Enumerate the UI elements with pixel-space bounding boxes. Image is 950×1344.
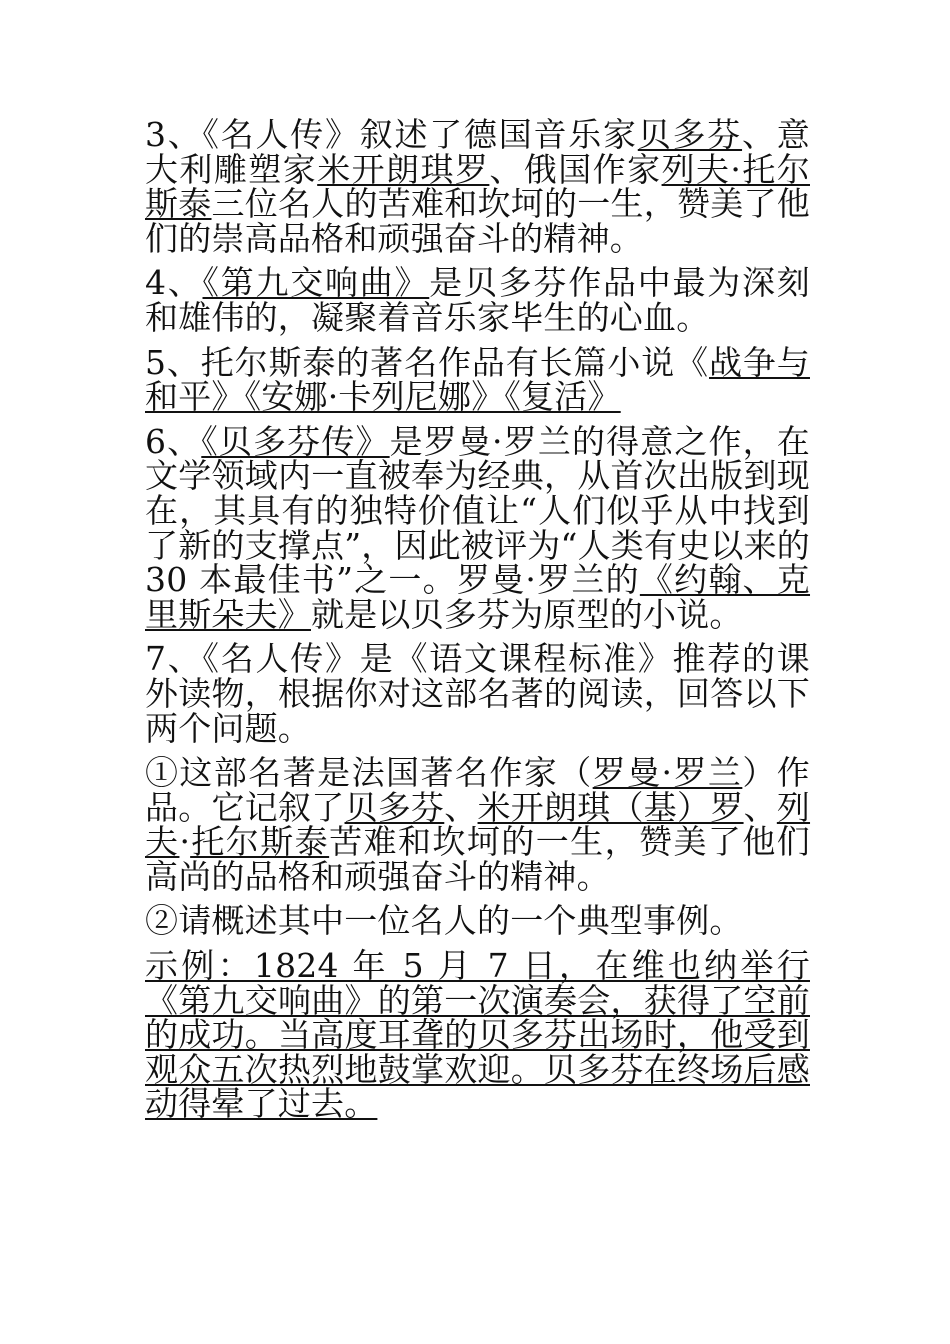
underlined-text: 贝多芬 — [344, 787, 445, 827]
underlined-text: 示例：1824 年 5 月 7 日，在维也纳举行《第九交响曲》的第一次演奏会，获得了空前的成功。当高度耳聋的贝多芬出场时，他受到观众五次热烈地鼓掌欢迎。贝多芬在终场后感动得晕了过去。 — [145, 946, 810, 1124]
underlined-text: 贝多芬 — [637, 115, 743, 154]
text-run: 5、托尔斯泰的著名作品有长篇小说《 — [145, 342, 710, 382]
text-run: 苦难和坎坷的一生，赞美了他们高尚的品格和顽强奋斗的精神。 — [145, 822, 810, 896]
text-run: 三位名人的苦难和坎坷的一生，赞美了他们的崇高品格和顽强奋斗的精神。 — [145, 184, 810, 258]
underlined-text: 《贝多芬传》 — [201, 421, 390, 461]
text-run: ②请概述其中一位名人的一个典型事例。 — [145, 901, 743, 941]
document-page — [145, 115, 811, 1132]
text-run: 、意大利雕塑家 — [145, 115, 810, 189]
question-1 — [145, 753, 811, 896]
underlined-text: 米开朗琪（基）罗 — [477, 787, 744, 827]
underlined-text: 列夫·托尔斯泰 — [145, 149, 810, 224]
underlined-text: 《第九交响曲》 — [202, 263, 430, 303]
text-run: 、 — [743, 787, 777, 827]
underlined-text: 《约翰、克里斯朵夫》 — [145, 560, 811, 634]
paragraph-3 — [145, 115, 810, 258]
text-run: ）作品。它记叙了 — [145, 753, 810, 827]
text-run: 6、 — [145, 421, 202, 461]
text-run: · — [179, 822, 191, 862]
example-answer — [145, 946, 810, 1124]
text-run: 4、 — [145, 263, 203, 303]
underlined-text: 战争与和平》《安娜·卡列尼娜》《复活》 — [145, 342, 810, 417]
text-run: ①这部名著是法国著名作家（ — [145, 753, 593, 793]
question-2 — [145, 901, 810, 941]
text-run: 、 — [444, 787, 478, 827]
paragraph-6 — [145, 421, 811, 634]
underlined-text: 罗曼·罗兰 — [592, 753, 743, 793]
text-run: 3、《名人传》叙述了德国音乐家 — [145, 115, 638, 154]
underlined-text: 列夫 — [145, 787, 811, 862]
text-run: 是罗曼·罗兰的得意之作，在文学领域内一直被奉为经典，从首次出版到现在，其具有的独特价值让“人们似乎从中找到了新的支撑点”，因此被评为“人类有史以来的 30 本最佳书”之一。罗曼·罗兰的 — [145, 421, 810, 600]
text-run: 就是以贝多芬为原型的小说。 — [311, 594, 743, 634]
paragraph-4 — [145, 263, 810, 337]
underlined-text: 米开朗琪罗 — [317, 149, 490, 189]
underlined-text: 托尔斯泰 — [190, 822, 330, 862]
text-run: 7、《名人传》是《语文课程标准》推荐的课外读物，根据你对这部名著的阅读，回答以下两个问题。 — [145, 639, 810, 748]
paragraph-5 — [145, 342, 810, 417]
paragraph-7 — [145, 639, 810, 748]
text-run: 、俄国作家 — [489, 149, 662, 189]
text-run: 是贝多芬作品中最为深刻和雄伟的，凝聚着音乐家毕生的心血。 — [145, 263, 810, 337]
